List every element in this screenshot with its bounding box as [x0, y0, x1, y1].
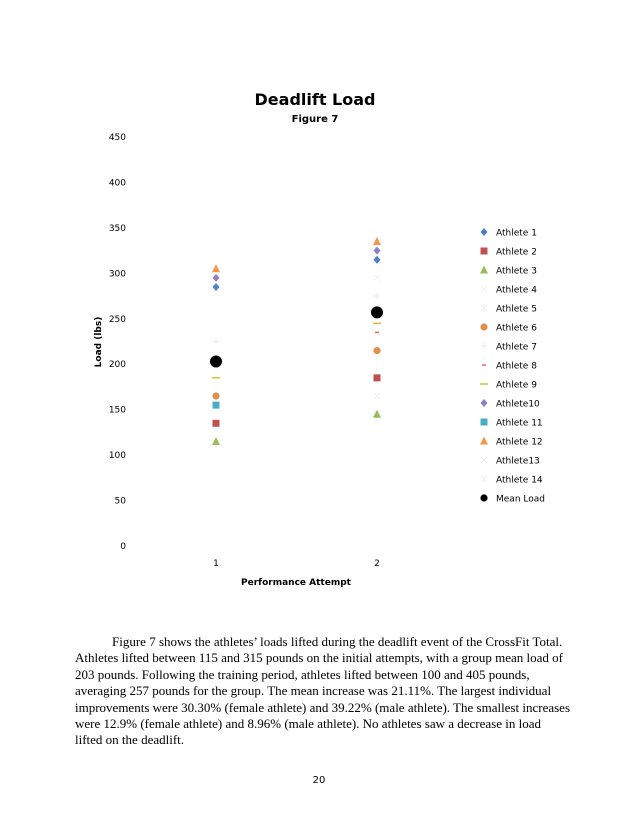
legend-marker-mean-load [480, 494, 487, 501]
x-tick-label: 2 [374, 559, 380, 569]
data-points [210, 237, 383, 445]
legend-label-athlete-3: Athlete 3 [496, 266, 537, 277]
y-tick-label: 350 [108, 223, 126, 234]
y-axis-label: Load (lbs) [94, 316, 104, 368]
legend-marker-athlete-12 [480, 437, 488, 445]
point-athlete10-attempt-1 [213, 274, 220, 282]
point-athlete-2-attempt-2 [374, 374, 381, 381]
legend-marker-athlete-3 [480, 266, 488, 274]
point-athlete-7-attempt-1 [213, 339, 219, 345]
chart-legend [480, 228, 545, 505]
point-athlete-3-attempt-1 [212, 437, 220, 445]
y-tick-label: 400 [108, 178, 126, 189]
point-athlete-7-attempt-2 [374, 293, 380, 299]
legend-marker-athlete-11 [481, 419, 488, 426]
y-tick-label: 300 [108, 269, 126, 280]
legend-marker-athlete10 [481, 399, 488, 407]
point-athlete-6-attempt-2 [373, 347, 380, 354]
legend-label-athlete-14: Athlete 14 [496, 475, 543, 486]
y-tick-label: 250 [108, 314, 126, 325]
legend-label-athlete-7: Athlete 7 [496, 342, 537, 353]
chart-title: Deadlift Load [254, 90, 376, 109]
point-athlete-12-attempt-2 [373, 237, 381, 245]
y-tick-label: 50 [114, 496, 126, 507]
x-axis-tick-labels [213, 559, 380, 569]
legend-label-athlete-11: Athlete 11 [496, 418, 543, 429]
legend-label-athlete-8: Athlete 8 [496, 361, 537, 372]
legend-marker-athlete-6 [480, 323, 487, 330]
legend-label-athlete-4: Athlete 4 [496, 285, 537, 296]
legend-marker-athlete-4 [481, 286, 487, 292]
x-tick-label: 1 [213, 559, 219, 569]
point-athlete-3-attempt-2 [373, 410, 381, 418]
legend-marker-athlete-2 [481, 248, 488, 255]
y-tick-label: 450 [108, 133, 126, 143]
point-athlete-12-attempt-1 [212, 264, 220, 272]
legend-label-athlete-9: Athlete 9 [496, 380, 537, 391]
y-tick-label: 100 [108, 451, 126, 462]
point-athlete13-attempt-2 [374, 393, 380, 399]
chart-subtitle: Figure 7 [291, 114, 339, 125]
legend-label-athlete-1: Athlete 1 [496, 228, 537, 239]
legend-marker-athlete-14 [481, 475, 487, 483]
point-mean-load-attempt-2 [371, 306, 383, 318]
body-paragraph: Figure 7 shows the athletes’ loads lifted during the deadlift event of the CrossFit Total. Athletes lifted between 115 and 315 pounds on the initial attempts, with a group mean load of 203 pounds. Following the training period, athletes lifted between 100 and 405 pounds, averaging 257 pounds for the group. The mean increase was 21.11%. The largest individual improvements were 30.30% (female athlete) and 39.22% (male athlete). The smallest increases were 12.9% (female athlete) and 8.96% (male athlete). No athletes saw a decrease in load lifted on the deadlift. [75, 634, 571, 748]
point-athlete-2-attempt-1 [213, 420, 220, 427]
y-tick-label: 0 [120, 542, 126, 552]
legend-marker-athlete-5 [481, 304, 487, 312]
legend-label-athlete13: Athlete13 [496, 456, 540, 467]
legend-label-athlete-12: Athlete 12 [496, 437, 543, 448]
legend-marker-athlete-1 [481, 228, 488, 236]
page-number: 20 [312, 775, 326, 786]
y-axis-tick-labels [109, 133, 126, 552]
legend-label-mean-load: Mean Load [496, 494, 545, 505]
legend-marker-athlete-7 [481, 343, 487, 349]
legend-label-athlete-2: Athlete 2 [496, 247, 537, 258]
point-mean-load-attempt-1 [210, 355, 222, 367]
point-athlete10-attempt-2 [374, 247, 381, 255]
legend-label-athlete-6: Athlete 6 [496, 323, 537, 334]
legend-marker-athlete13 [481, 457, 487, 463]
legend-label-athlete10: Athlete10 [496, 399, 540, 410]
point-athlete-1-attempt-2 [374, 256, 381, 264]
point-athlete-6-attempt-1 [212, 392, 219, 399]
point-athlete-1-attempt-1 [213, 283, 220, 291]
legend-label-athlete-5: Athlete 5 [496, 304, 537, 315]
y-tick-label: 200 [108, 360, 126, 371]
point-athlete-11-attempt-1 [213, 402, 220, 409]
x-axis-label: Performance Attempt [241, 578, 351, 588]
point-athlete-4-attempt-2 [374, 275, 380, 281]
y-tick-label: 150 [108, 405, 126, 416]
